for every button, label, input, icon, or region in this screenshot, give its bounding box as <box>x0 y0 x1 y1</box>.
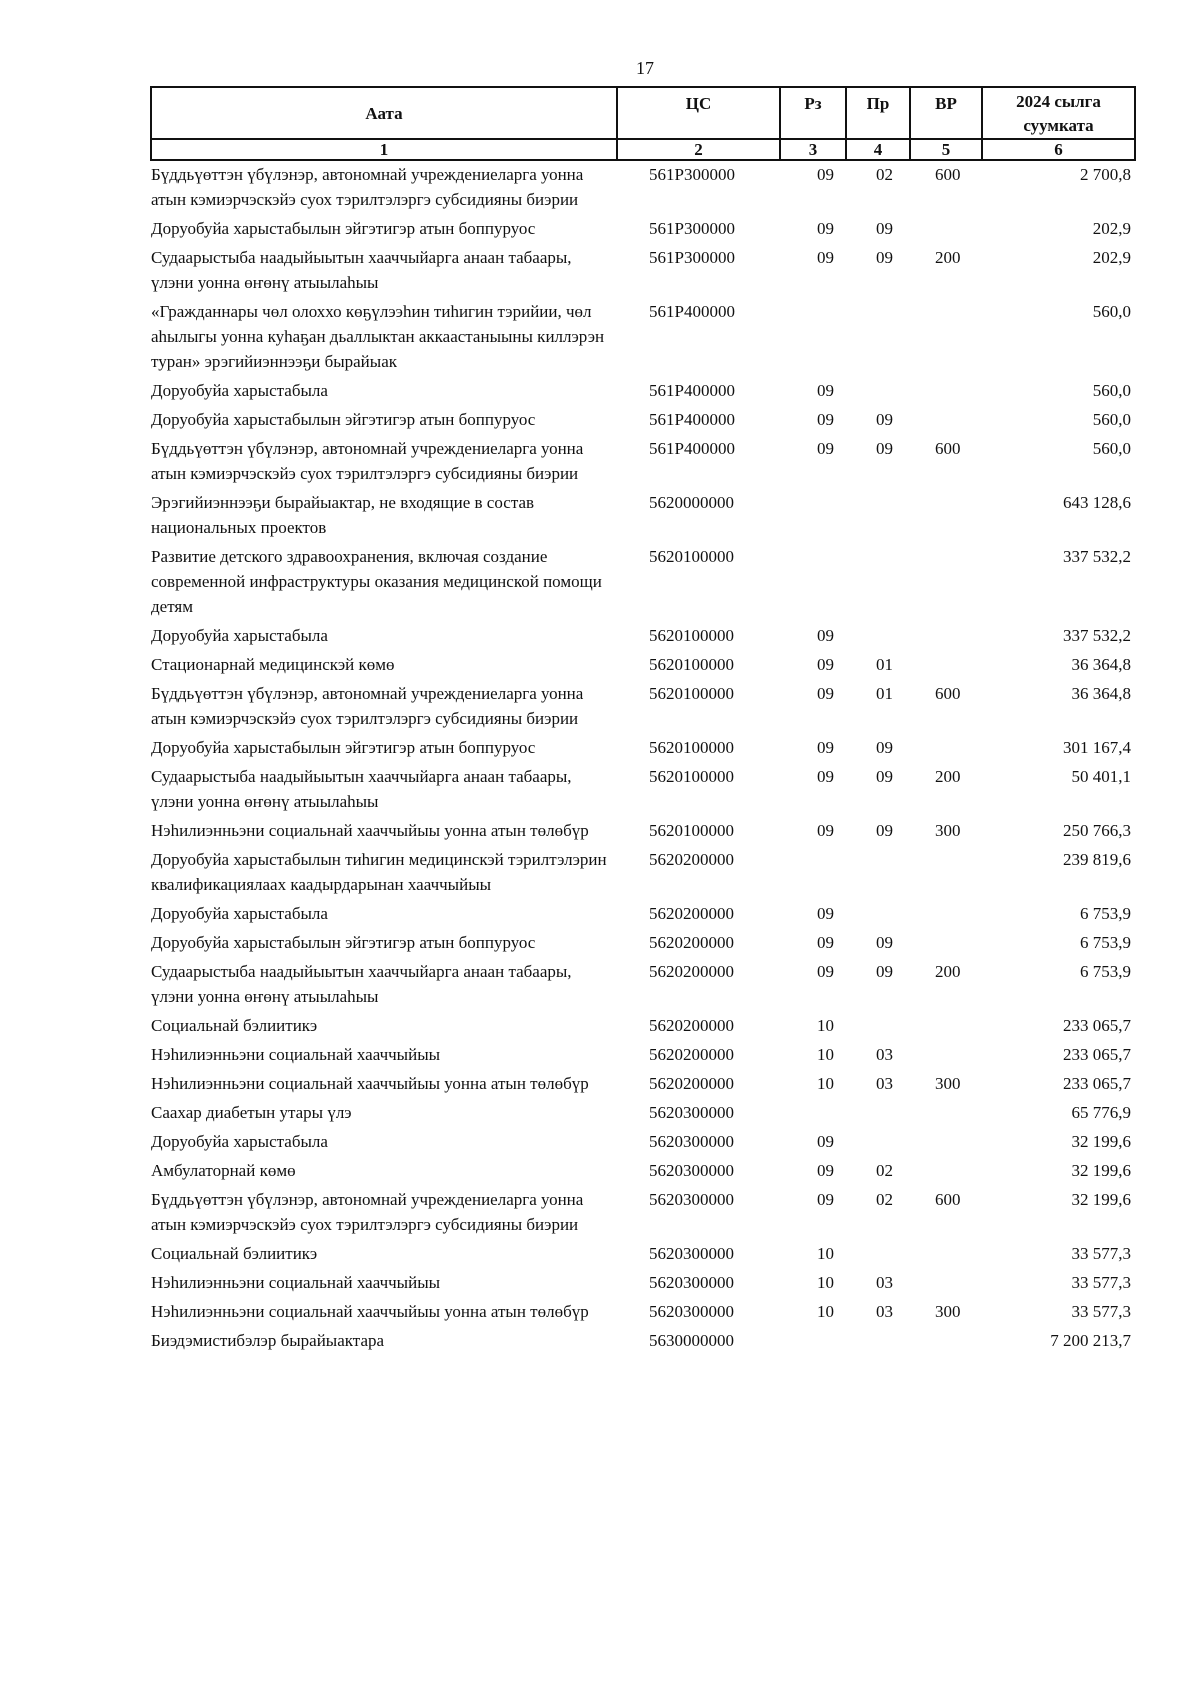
row-rz <box>780 1327 846 1356</box>
row-name: Бүддьүөттэн үбүлэнэр, автономнай учреждениеларга уонна атын кэмиэрчэскэйэ суох тэрилтэлэргэ субсидияны биэрии <box>151 165 584 209</box>
row-pr: 02 <box>876 1190 893 1209</box>
row-cs: 5630000000 <box>649 1331 734 1350</box>
row-rz: 09 <box>817 381 834 400</box>
row-name: Бүддьүөттэн үбүлэнэр, автономнай учреждениеларга уонна атын кэмиэрчэскэйэ суох тэрилтэлэргэ субсидияны биэрии <box>151 1190 584 1234</box>
row-sum: 7 200 213,7 <box>1050 1331 1131 1350</box>
row-rz: 09 <box>817 1132 834 1151</box>
row-cs: 5620200000 <box>649 904 734 923</box>
row-vr <box>910 489 982 543</box>
row-name: Бүддьүөттэн үбүлэнэр, автономнай учреждениеларга уонна атын кэмиэрчэскэйэ суох тэрилтэлэргэ субсидияны биэрии <box>151 684 584 728</box>
page-number: 17 <box>636 58 654 78</box>
table-row <box>151 734 1135 763</box>
row-sum: 560,0 <box>1092 410 1131 429</box>
row-sum: 32 199,6 <box>1071 1161 1131 1180</box>
row-sum: 643 128,6 <box>1063 493 1131 512</box>
row-pr: 02 <box>876 165 893 184</box>
row-rz: 10 <box>817 1074 834 1093</box>
table-row <box>151 680 1135 734</box>
row-rz: 09 <box>817 219 834 238</box>
row-sum: 233 065,7 <box>1063 1045 1131 1064</box>
row-cs: 561P400000 <box>649 381 735 400</box>
row-cs: 5620300000 <box>649 1244 734 1263</box>
table-row <box>151 1012 1135 1041</box>
row-vr: 300 <box>935 1302 961 1321</box>
row-cs: 5620100000 <box>649 655 734 674</box>
row-sum: 33 577,3 <box>1071 1302 1131 1321</box>
row-vr <box>910 1012 982 1041</box>
row-cs: 5620100000 <box>649 767 734 786</box>
row-vr: 600 <box>935 165 961 184</box>
row-cs: 561P300000 <box>649 219 735 238</box>
row-pr: 02 <box>876 1161 893 1180</box>
row-name: Амбулаторнай көмө <box>151 1161 296 1180</box>
table-row <box>151 763 1135 817</box>
row-sum: 202,9 <box>1092 219 1131 238</box>
row-sum: 337 532,2 <box>1063 626 1131 645</box>
row-vr: 200 <box>935 962 961 981</box>
row-rz: 09 <box>817 767 834 786</box>
row-vr <box>910 1269 982 1298</box>
table-row <box>151 244 1135 298</box>
row-rz <box>780 298 846 377</box>
row-name: Судаарыстыба наадыйыытын хааччыйарга анаан табаары, үлэни уонна өҥөнү атыылаһыы <box>151 767 572 811</box>
table-row <box>151 1041 1135 1070</box>
row-rz: 09 <box>817 655 834 674</box>
row-name: Бүддьүөттэн үбүлэнэр, автономнай учреждениеларга уонна атын кэмиэрчэскэйэ суох тэрилтэлэргэ субсидияны биэрии <box>151 439 584 483</box>
row-rz: 10 <box>817 1273 834 1292</box>
row-pr <box>846 1128 910 1157</box>
row-rz: 10 <box>817 1244 834 1263</box>
row-vr <box>910 406 982 435</box>
row-sum: 233 065,7 <box>1063 1016 1131 1035</box>
row-rz <box>780 543 846 622</box>
row-pr <box>846 489 910 543</box>
table-row <box>151 298 1135 377</box>
row-name: Нэһилиэнньэни социальнай хааччыйыы уонна атын төлөбүр <box>151 1302 589 1321</box>
row-sum: 560,0 <box>1092 439 1131 458</box>
table-row <box>151 1099 1135 1128</box>
row-sum: 239 819,6 <box>1063 850 1131 869</box>
row-pr <box>846 298 910 377</box>
row-rz: 09 <box>817 626 834 645</box>
row-pr <box>846 1099 910 1128</box>
row-rz: 09 <box>817 933 834 952</box>
table-row <box>151 215 1135 244</box>
row-cs: 5620300000 <box>649 1273 734 1292</box>
row-pr <box>846 900 910 929</box>
row-name: «Гражданнары чөл олоххо көҕүлээһин тиһигин тэрийии, чөл аһылыгы уонна куһаҕан дьаллыктан аккаастаныыны киллэрэн туран» эрэгийиэннээҕи бырайыак <box>151 302 605 371</box>
table-row <box>151 1157 1135 1186</box>
row-vr <box>910 734 982 763</box>
row-pr <box>846 543 910 622</box>
table-row <box>151 1327 1135 1356</box>
row-vr <box>910 298 982 377</box>
row-name: Саахар диабетын утары үлэ <box>151 1103 352 1122</box>
row-vr <box>910 651 982 680</box>
row-cs: 5620300000 <box>649 1132 734 1151</box>
row-vr: 200 <box>935 248 961 267</box>
row-vr <box>910 846 982 900</box>
table-row <box>151 1186 1135 1240</box>
row-cs: 5620100000 <box>649 547 734 566</box>
row-name: Судаарыстыба наадыйыытын хааччыйарга анаан табаары, үлэни уонна өҥөнү атыылаһыы <box>151 248 572 292</box>
row-vr <box>910 1240 982 1269</box>
column-number: 1 <box>151 139 617 160</box>
row-pr <box>846 1327 910 1356</box>
row-cs: 5620100000 <box>649 626 734 645</box>
row-name: Биэдэмистибэлэр бырайыактара <box>151 1331 385 1350</box>
row-pr <box>846 377 910 406</box>
row-cs: 5620200000 <box>649 1074 734 1093</box>
row-sum: 33 577,3 <box>1071 1244 1131 1263</box>
row-sum: 6 753,9 <box>1080 904 1131 923</box>
row-cs: 5620000000 <box>649 493 734 512</box>
row-cs: 561P400000 <box>649 302 735 321</box>
row-vr <box>910 215 982 244</box>
budget-table <box>150 86 1136 1356</box>
header-vr: ВР <box>910 87 982 139</box>
row-rz: 09 <box>817 738 834 757</box>
row-vr: 300 <box>935 821 961 840</box>
table-row <box>151 1128 1135 1157</box>
row-name: Нэһилиэнньэни социальнай хааччыйыы <box>151 1273 441 1292</box>
row-pr: 03 <box>876 1273 893 1292</box>
row-vr <box>910 1157 982 1186</box>
row-name: Эрэгийиэннээҕи бырайыактар, не входящие в состав национальных проектов <box>151 493 535 537</box>
table-row <box>151 1298 1135 1327</box>
row-cs: 561P400000 <box>649 439 735 458</box>
row-sum: 560,0 <box>1092 381 1131 400</box>
row-name: Доруобуйа харыстабылын эйгэтигэр атын боппуруос <box>151 219 536 238</box>
row-pr: 09 <box>876 933 893 952</box>
row-pr <box>846 1012 910 1041</box>
row-rz: 09 <box>817 1161 834 1180</box>
row-pr: 09 <box>876 248 893 267</box>
row-cs: 5620200000 <box>649 962 734 981</box>
row-name: Доруобуйа харыстабылын эйгэтигэр атын боппуруос <box>151 933 536 952</box>
row-cs: 5620300000 <box>649 1103 734 1122</box>
row-name: Доруобуйа харыстабылын тиһигин медицинскэй тэрилтэлэрин квалификациялаах каадырдарынан хааччыйыы <box>151 850 607 894</box>
table-row <box>151 1269 1135 1298</box>
table-row <box>151 900 1135 929</box>
row-name: Нэһилиэнньэни социальнай хааччыйыы <box>151 1045 441 1064</box>
column-number: 6 <box>982 139 1135 160</box>
row-sum: 337 532,2 <box>1063 547 1131 566</box>
row-pr: 09 <box>876 410 893 429</box>
row-cs: 5620200000 <box>649 1016 734 1035</box>
row-name: Доруобуйа харыстабылын эйгэтигэр атын боппуруос <box>151 410 536 429</box>
row-pr <box>846 622 910 651</box>
table-row <box>151 846 1135 900</box>
row-name: Доруобуйа харыстабыла <box>151 1132 328 1151</box>
row-pr: 01 <box>876 655 893 674</box>
row-cs: 5620100000 <box>649 738 734 757</box>
row-rz: 10 <box>817 1016 834 1035</box>
row-name: Стационарнай медицинскэй көмө <box>151 655 395 674</box>
row-rz: 09 <box>817 410 834 429</box>
row-sum: 2 700,8 <box>1080 165 1131 184</box>
row-sum: 50 401,1 <box>1071 767 1131 786</box>
row-vr <box>910 1128 982 1157</box>
row-vr: 300 <box>935 1074 961 1093</box>
table-row <box>151 489 1135 543</box>
table-row <box>151 1070 1135 1099</box>
row-pr <box>846 846 910 900</box>
row-cs: 5620200000 <box>649 1045 734 1064</box>
row-sum: 202,9 <box>1092 248 1131 267</box>
row-pr: 03 <box>876 1045 893 1064</box>
row-rz: 09 <box>817 439 834 458</box>
row-name: Развитие детского здравоохранения, включая создание современной инфраструктуры оказания медицинской помощи детям <box>151 547 602 616</box>
row-pr: 09 <box>876 738 893 757</box>
row-cs: 5620200000 <box>649 933 734 952</box>
row-sum: 65 776,9 <box>1071 1103 1131 1122</box>
row-vr <box>910 622 982 651</box>
row-vr: 600 <box>935 439 961 458</box>
column-number: 3 <box>780 139 846 160</box>
row-cs: 5620100000 <box>649 684 734 703</box>
row-vr <box>910 543 982 622</box>
column-number: 2 <box>617 139 780 160</box>
row-cs: 561P300000 <box>649 248 735 267</box>
row-pr: 03 <box>876 1074 893 1093</box>
table-row <box>151 817 1135 846</box>
row-rz: 10 <box>817 1302 834 1321</box>
header-cs: ЦС <box>617 87 780 139</box>
row-pr: 09 <box>876 439 893 458</box>
row-pr: 09 <box>876 767 893 786</box>
row-sum: 32 199,6 <box>1071 1132 1131 1151</box>
row-rz: 09 <box>817 684 834 703</box>
row-vr <box>910 377 982 406</box>
header-pr: Пр <box>846 87 910 139</box>
row-rz: 09 <box>817 821 834 840</box>
row-name: Доруобуйа харыстабыла <box>151 381 328 400</box>
row-pr: 01 <box>876 684 893 703</box>
row-cs: 5620300000 <box>649 1161 734 1180</box>
table-body <box>151 160 1135 1356</box>
row-sum: 36 364,8 <box>1071 684 1131 703</box>
row-name: Нэһилиэнньэни социальнай хааччыйыы уонна атын төлөбүр <box>151 821 589 840</box>
row-name: Нэһилиэнньэни социальнай хааччыйыы уонна атын төлөбүр <box>151 1074 589 1093</box>
row-sum: 250 766,3 <box>1063 821 1131 840</box>
row-vr <box>910 1099 982 1128</box>
table-row <box>151 958 1135 1012</box>
row-pr <box>846 1240 910 1269</box>
row-sum: 560,0 <box>1092 302 1131 321</box>
row-rz: 09 <box>817 248 834 267</box>
row-name: Доруобуйа харыстабыла <box>151 904 328 923</box>
row-pr: 03 <box>876 1302 893 1321</box>
row-rz <box>780 1099 846 1128</box>
row-pr: 09 <box>876 821 893 840</box>
row-cs: 561P400000 <box>649 410 735 429</box>
row-sum: 6 753,9 <box>1080 933 1131 952</box>
row-cs: 5620300000 <box>649 1190 734 1209</box>
table-row <box>151 622 1135 651</box>
row-sum: 6 753,9 <box>1080 962 1131 981</box>
row-rz <box>780 489 846 543</box>
column-number: 5 <box>910 139 982 160</box>
column-number: 4 <box>846 139 910 160</box>
table-row <box>151 1240 1135 1269</box>
table-header <box>151 87 1135 160</box>
header-name: Аата <box>151 87 617 139</box>
row-vr <box>910 1327 982 1356</box>
row-vr <box>910 1041 982 1070</box>
row-sum: 36 364,8 <box>1071 655 1131 674</box>
row-vr <box>910 900 982 929</box>
table-row <box>151 929 1135 958</box>
row-rz: 09 <box>817 165 834 184</box>
row-rz <box>780 846 846 900</box>
row-rz: 10 <box>817 1045 834 1064</box>
table-row <box>151 543 1135 622</box>
row-sum: 33 577,3 <box>1071 1273 1131 1292</box>
row-cs: 5620100000 <box>649 821 734 840</box>
table-row <box>151 377 1135 406</box>
row-vr <box>910 929 982 958</box>
row-vr: 600 <box>935 684 961 703</box>
header-sum: 2024 сылга суумката <box>982 87 1135 139</box>
row-cs: 561P300000 <box>649 165 735 184</box>
row-rz: 09 <box>817 962 834 981</box>
row-sum: 301 167,4 <box>1063 738 1131 757</box>
table-row <box>151 160 1135 215</box>
row-name: Социальнай бэлиитикэ <box>151 1016 318 1035</box>
row-sum: 233 065,7 <box>1063 1074 1131 1093</box>
table-row <box>151 435 1135 489</box>
row-rz: 09 <box>817 904 834 923</box>
row-rz: 09 <box>817 1190 834 1209</box>
header-rz: Рз <box>780 87 846 139</box>
row-sum: 32 199,6 <box>1071 1190 1131 1209</box>
table-row <box>151 651 1135 680</box>
row-name: Доруобуйа харыстабылын эйгэтигэр атын боппуруос <box>151 738 536 757</box>
row-name: Социальнай бэлиитикэ <box>151 1244 318 1263</box>
row-name: Судаарыстыба наадыйыытын хааччыйарга анаан табаары, үлэни уонна өҥөнү атыылаһыы <box>151 962 572 1006</box>
table-row <box>151 406 1135 435</box>
row-pr: 09 <box>876 962 893 981</box>
row-name: Доруобуйа харыстабыла <box>151 626 328 645</box>
row-pr: 09 <box>876 219 893 238</box>
row-cs: 5620300000 <box>649 1302 734 1321</box>
row-vr: 600 <box>935 1190 961 1209</box>
row-cs: 5620200000 <box>649 850 734 869</box>
row-vr: 200 <box>935 767 961 786</box>
